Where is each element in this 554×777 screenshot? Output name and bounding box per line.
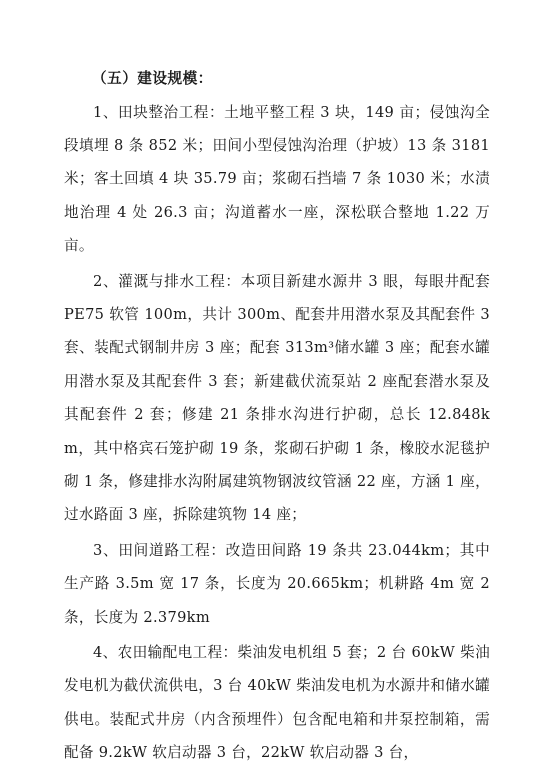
section-heading: （五）建设规模： <box>92 70 213 87</box>
paragraph-field-roads: 3、田间道路工程：改造田间路 19 条共 23.044km；其中生产路 3.5m 宽 17 条，长度为 20.665km；机耕路 4m 宽 2 条，长度为 2.379km <box>64 541 490 626</box>
paragraph-land-consolidation: 1、田块整治工程：土地平整工程 3 块，149 亩；侵蚀沟全段填埋 8 条 852 米；田间小型侵蚀沟治理（护坡）13 条 3181 米；客土回填 4 块 35.79 亩；浆砌石挡墙 7 条 1030 米；水渍地治理 4 处 26.3 亩；沟道蓄水一座，深松联合整地 1.22 万亩。 <box>64 103 490 255</box>
paragraph-power-distribution: 4、农田输配电工程：柴油发电机组 5 套；2 台 60kW 柴油发电机为截伏流供电，3 台 40kW 柴油发电机为水源井和储水罐供电。装配式井房（内含预埋件）包含配电箱和井泵控制箱，需配备 9.2kW 软启动器 3 台，22kW 软启动器 3 台， <box>64 644 490 762</box>
paragraph-irrigation-drainage: 2、灌溉与排水工程：本项目新建水源井 3 眼，每眼井配套 PE75 软管 100m，共计 300m、配套井用潜水泵及其配套件 3 套、装配式钢制井房 3 座；配套 313m³储水罐 3 座；配套水罐用潜水泵及其配套件 3 套；新建截伏流泵站 2 座配套潜水泵及其配套件 2 套；修建 21 条排水沟进行护砌，总长 12.848km，其中格宾石笼护砌 19 条，浆砌石护砌 1 条，橡胶水泥毯护砌 1 条，修建排水沟附属建筑物钢波纹管涵 22 座，方涵 1 座，过水路面 3 座，拆除建筑物 14 座； <box>64 272 490 524</box>
